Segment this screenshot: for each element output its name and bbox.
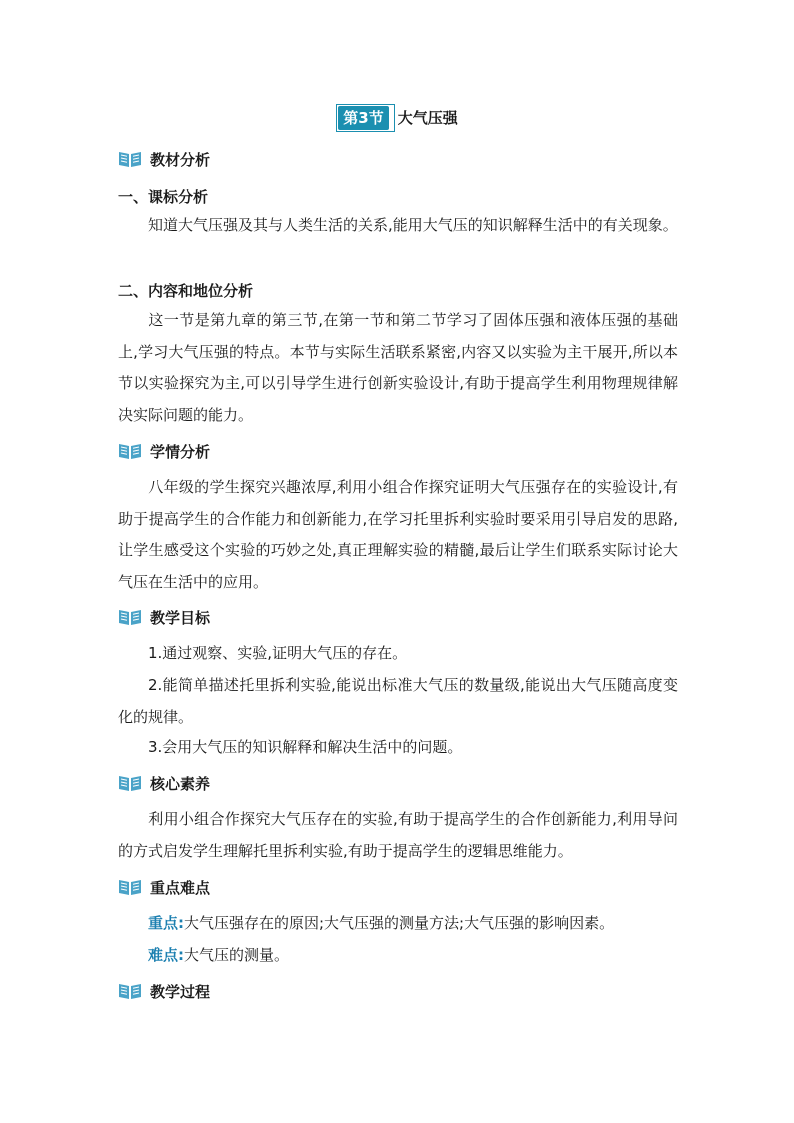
section-heading-zhongdian bbox=[118, 876, 210, 898]
key-point: 重点:大气压强存在的原因;大气压强的测量方法;大气压强的影响因素。 bbox=[148, 914, 615, 932]
section-label: 重点难点 bbox=[150, 878, 211, 897]
section-label: 学情分析 bbox=[150, 442, 211, 461]
open-book-icon bbox=[118, 981, 142, 1001]
section-heading-mubiao bbox=[118, 606, 210, 628]
goal-2: 2.能简单描述托里拆利实验,能说出标准大气压的数量级,能说出大气压随高度变化的规律。 bbox=[118, 676, 678, 726]
open-book-icon bbox=[118, 607, 142, 627]
paragraph-xueqing: 八年级的学生探究兴趣浓厚,利用小组合作探究证明大气压强存在的实验设计,有助于提高学生的合作能力和创新能力,在学习托里拆利实验时要采用引导启发的思路,让学生感受这个实验的巧妙之处,真正理解实验的精髓,最后让学生们联系实际讨论大气压在生活中的应用。 bbox=[118, 478, 678, 591]
difficult-point: 难点:大气压的测量。 bbox=[148, 946, 290, 964]
subheading-neirong: 二、内容和地位分析 bbox=[118, 282, 254, 300]
section-heading-jiaocai bbox=[118, 148, 210, 170]
section-heading-guocheng bbox=[118, 980, 210, 1002]
section-number-badge: 第3节 bbox=[336, 104, 394, 132]
paragraph-neirong: 这一节是第九章的第三节,在第一节和第二节学习了固体压强和液体压强的基础上,学习大气压强的特点。本节与实际生活联系紧密,内容又以实验为主干展开,所以本节以实验探究为主,可以引导学生进行创新实验设计,有助于提高学生利用物理规律解决实际问题的能力。 bbox=[118, 311, 678, 424]
section-label: 教学目标 bbox=[150, 608, 211, 627]
page-title bbox=[0, 104, 794, 132]
lesson-title: 大气压强 bbox=[397, 109, 458, 127]
open-book-icon bbox=[118, 877, 142, 897]
paragraph-suyang: 利用小组合作探究大气压存在的实验,有助于提高学生的合作创新能力,利用导问的方式启发学生理解托里拆利实验,有助于提高学生的逻辑思维能力。 bbox=[118, 810, 678, 860]
section-heading-suyang bbox=[118, 772, 210, 794]
section-label: 核心素养 bbox=[150, 774, 211, 793]
paragraph-kebiao: 知道大气压强及其与人类生活的关系,能用大气压的知识解释生活中的有关现象。 bbox=[148, 216, 678, 234]
section-label: 教材分析 bbox=[150, 150, 211, 169]
key-point-label: 重点: bbox=[148, 914, 184, 932]
open-book-icon bbox=[118, 773, 142, 793]
difficult-point-label: 难点: bbox=[148, 946, 184, 964]
goal-3: 3.会用大气压的知识解释和解决生活中的问题。 bbox=[148, 738, 463, 756]
goal-1: 1.通过观察、实验,证明大气压的存在。 bbox=[148, 644, 408, 662]
open-book-icon bbox=[118, 149, 142, 169]
subheading-kebiao: 一、课标分析 bbox=[118, 188, 209, 206]
section-label: 教学过程 bbox=[150, 982, 211, 1001]
open-book-icon bbox=[118, 441, 142, 461]
section-heading-xueqing bbox=[118, 440, 210, 462]
